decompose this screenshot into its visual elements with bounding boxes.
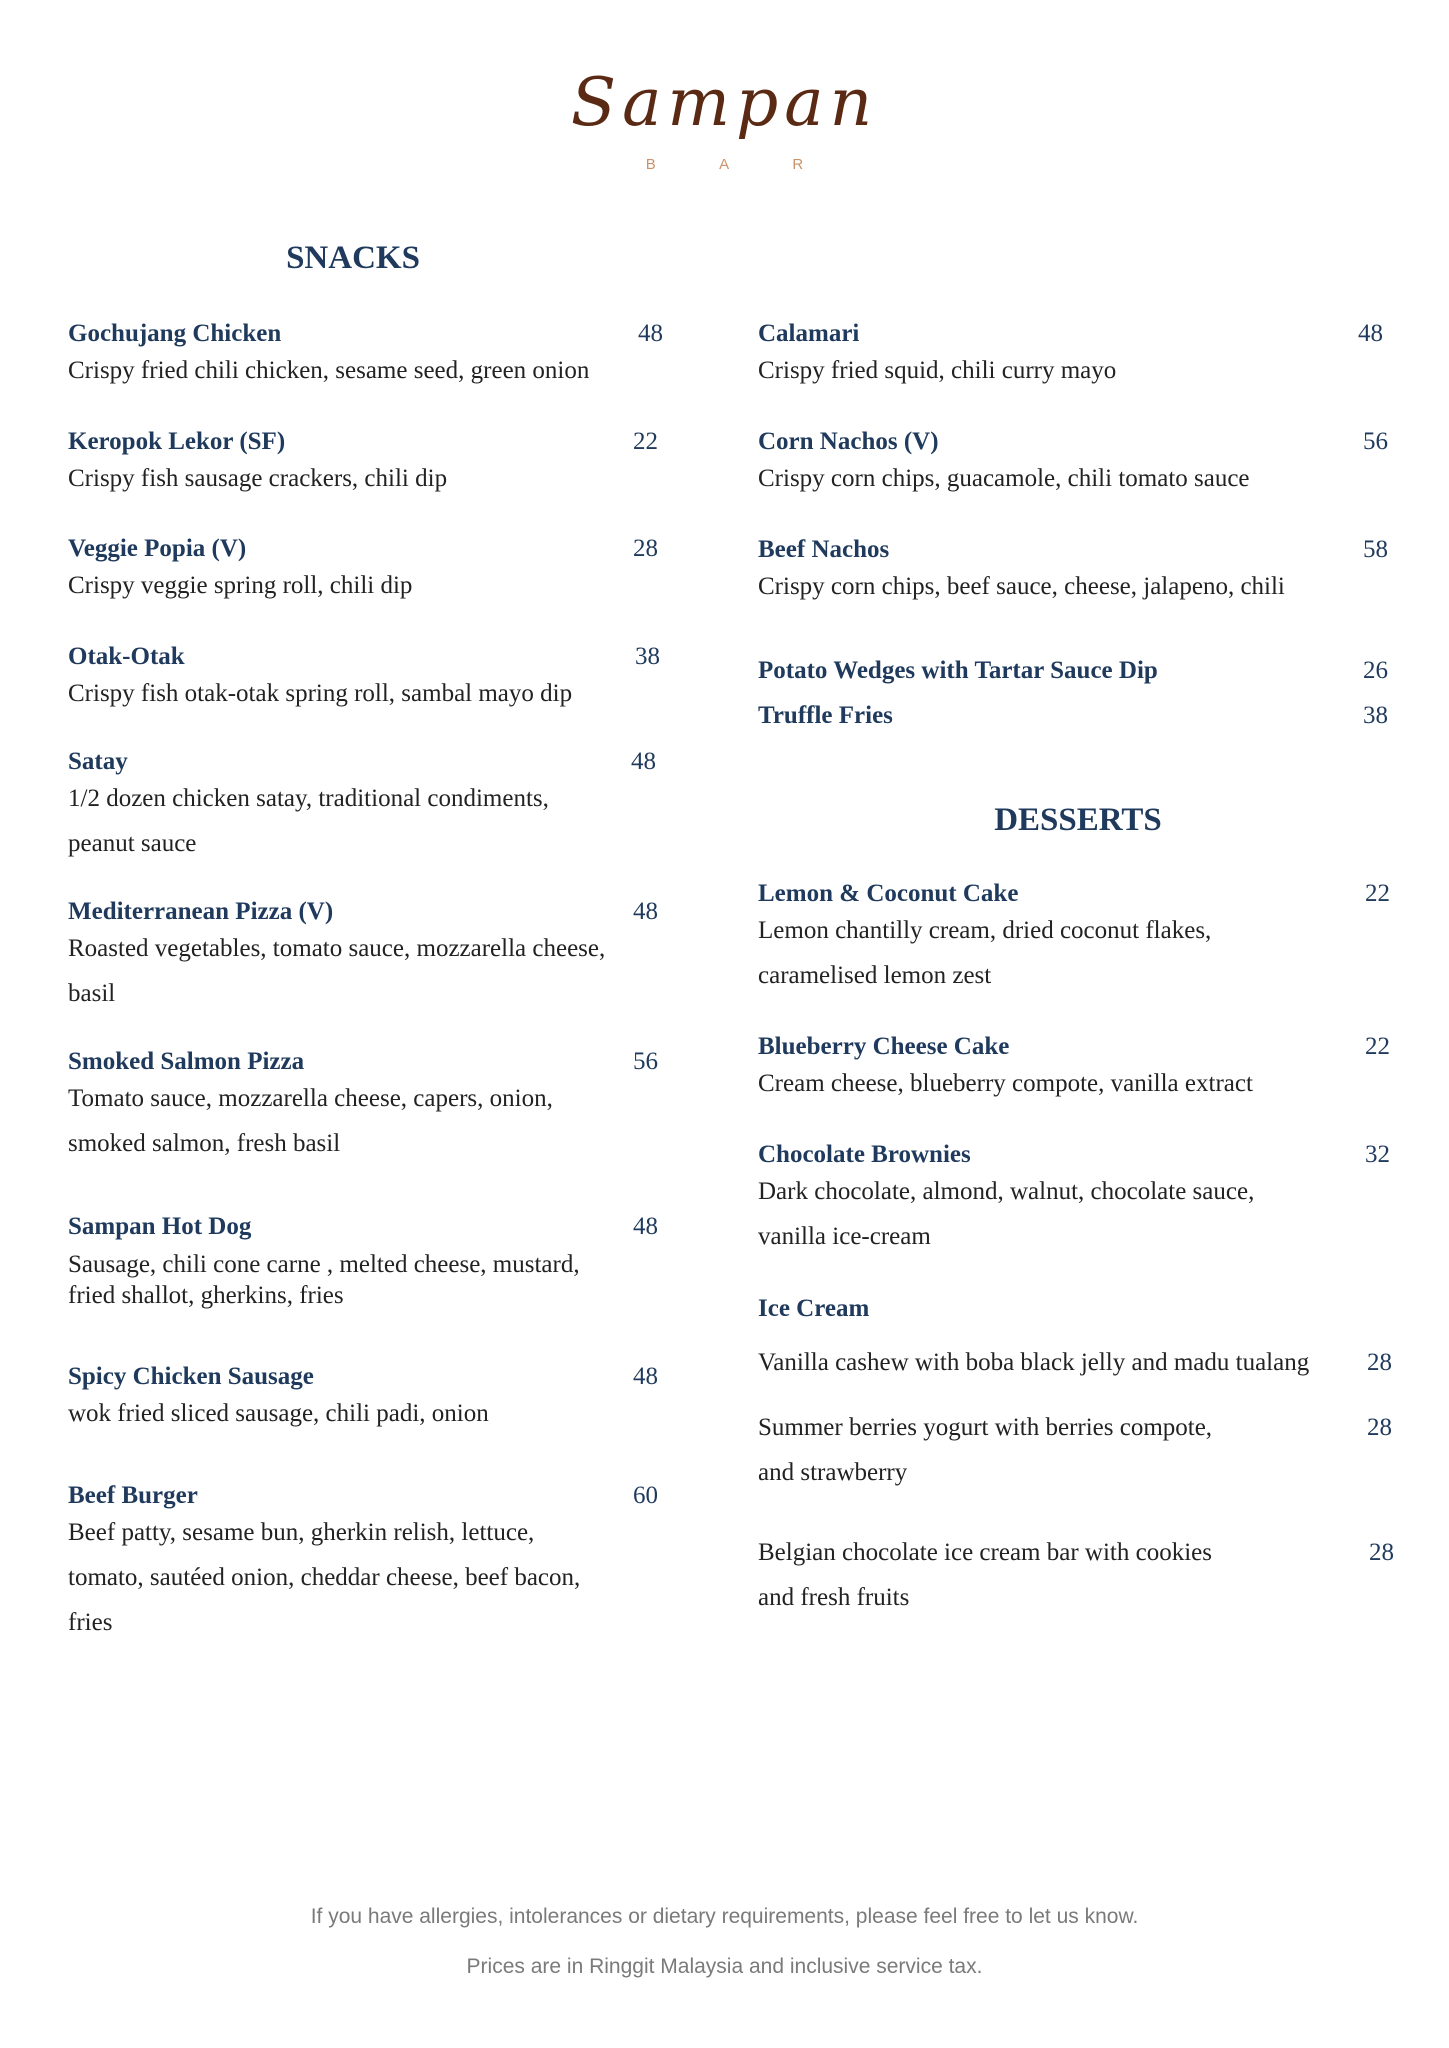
item-description: Crispy fried squid, chili curry mayo	[758, 357, 1117, 384]
item-description: caramelised lemon zest	[758, 962, 992, 989]
item-price: 58	[1363, 536, 1388, 563]
item-name: Ice Cream	[758, 1295, 870, 1322]
item-description: Lemon chantilly cream, dried coconut flakes,	[758, 917, 1212, 944]
item-description: 1/2 dozen chicken satay, traditional condiments,	[68, 785, 549, 812]
item-name: Potato Wedges with Tartar Sauce Dip	[758, 657, 1158, 684]
item-price: 48	[631, 748, 656, 775]
item-name: Veggie Popia (V)	[68, 535, 247, 562]
item-price: 26	[1363, 657, 1388, 684]
item-name: Chocolate Brownies	[758, 1141, 971, 1168]
item-price: 48	[633, 1213, 658, 1240]
menu-item	[758, 702, 1388, 730]
item-price: 48	[633, 1363, 658, 1390]
menu-item	[758, 880, 1390, 998]
menu-item	[758, 1141, 1390, 1259]
item-description: Roasted vegetables, tomato sauce, mozzarella cheese,	[68, 935, 606, 962]
ice-cream-option	[758, 1340, 1392, 1385]
menu-item	[68, 1363, 658, 1436]
item-description: and strawberry	[758, 1459, 908, 1486]
item-description: peanut sauce	[68, 830, 197, 857]
item-name: Blueberry Cheese Cake	[758, 1033, 1010, 1060]
item-description: Crispy fish sausage crackers, chili dip	[68, 465, 448, 492]
menu-item	[68, 428, 658, 501]
menu-item	[758, 320, 1383, 393]
item-name: Keropok Lekor (SF)	[68, 428, 286, 455]
item-description: Summer berries yogurt with berries compote,	[758, 1414, 1213, 1441]
pricing-note: Prices are in Ringgit Malaysia and inclusive service tax.	[466, 1955, 983, 1978]
item-price: 28	[633, 535, 658, 562]
item-price: 48	[638, 320, 663, 347]
item-name: Spicy Chicken Sausage	[68, 1363, 314, 1390]
menu-item	[758, 1295, 1390, 1323]
item-price: 48	[633, 898, 658, 925]
item-price: 22	[1365, 1033, 1390, 1060]
menu-item	[68, 535, 658, 608]
item-description: and fresh fruits	[758, 1584, 910, 1611]
item-price: 28	[1367, 1349, 1392, 1376]
item-name: Gochujang Chicken	[68, 320, 282, 347]
menu-item	[758, 1033, 1390, 1106]
item-price: 56	[1363, 428, 1388, 455]
item-description: Cream cheese, blueberry compote, vanilla extract	[758, 1070, 1253, 1097]
item-description: Sausage, chili cone carne , melted cheese, mustard,	[68, 1251, 580, 1278]
item-name: Calamari	[758, 320, 860, 347]
menu-item	[68, 643, 660, 716]
item-description: Crispy corn chips, guacamole, chili tomato sauce	[758, 465, 1250, 492]
ice-cream-option	[758, 1530, 1394, 1620]
item-price: 22	[1365, 880, 1390, 907]
item-name: Corn Nachos (V)	[758, 428, 939, 455]
item-description: tomato, sautéed onion, cheddar cheese, beef bacon,	[68, 1564, 581, 1591]
item-name: Truffle Fries	[758, 702, 893, 729]
brand-logo	[0, 64, 1449, 173]
allergy-note: If you have allergies, intolerances or dietary requirements, please feel free to let us know.	[310, 1905, 1139, 1928]
item-description: basil	[68, 980, 116, 1007]
item-name: Mediterranean Pizza (V)	[68, 898, 334, 925]
item-price: 28	[1369, 1539, 1394, 1566]
item-price: 28	[1367, 1414, 1392, 1441]
ice-cream-option	[758, 1405, 1392, 1495]
item-description: fried shallot, gherkins, fries	[68, 1282, 344, 1309]
item-price: 48	[1358, 320, 1383, 347]
item-name: Lemon & Coconut Cake	[758, 880, 1019, 907]
item-description: Crispy veggie spring roll, chili dip	[68, 572, 413, 599]
menu-item	[68, 1048, 658, 1166]
menu-item	[68, 1482, 658, 1645]
menu-item	[758, 657, 1388, 685]
item-name: Beef Nachos	[758, 536, 890, 563]
item-description: Beef patty, sesame bun, gherkin relish, lettuce,	[68, 1519, 535, 1546]
item-description: Crispy fish otak-otak spring roll, sambal mayo dip	[68, 680, 573, 707]
menu-item	[68, 1213, 658, 1311]
item-price: 32	[1365, 1141, 1390, 1168]
desserts-title: DESSERTS	[994, 802, 1162, 838]
item-description: Tomato sauce, mozzarella cheese, capers, onion,	[68, 1085, 553, 1112]
item-description: vanilla ice-cream	[758, 1223, 931, 1250]
item-description: Crispy fried chili chicken, sesame seed, green onion	[68, 357, 590, 384]
item-description: Belgian chocolate ice cream bar with cookies	[758, 1539, 1212, 1566]
menu-item	[758, 428, 1388, 501]
logo-wordmark: Sampan	[570, 64, 879, 141]
item-name: Smoked Salmon Pizza	[68, 1048, 305, 1075]
item-description: Crispy corn chips, beef sauce, cheese, jalapeno, chili	[758, 573, 1285, 600]
item-description: Dark chocolate, almond, walnut, chocolate sauce,	[758, 1178, 1255, 1205]
item-price: 60	[633, 1482, 658, 1509]
logo-subtitle: B A R	[645, 156, 834, 173]
item-description: fries	[68, 1609, 113, 1636]
item-price: 56	[633, 1048, 658, 1075]
item-description: wok fried sliced sausage, chili padi, onion	[68, 1400, 489, 1427]
snacks-title: SNACKS	[286, 240, 420, 276]
item-name: Otak-Otak	[68, 643, 185, 670]
item-description: Vanilla cashew with boba black jelly and madu tualang	[758, 1349, 1310, 1376]
menu-item	[68, 320, 663, 393]
item-price: 22	[633, 428, 658, 455]
item-name: Satay	[68, 748, 128, 775]
menu-item	[68, 898, 658, 1016]
item-name: Sampan Hot Dog	[68, 1213, 252, 1240]
menu-item	[68, 748, 656, 866]
item-price: 38	[1363, 702, 1388, 729]
menu-item	[758, 536, 1388, 609]
item-price: 38	[635, 643, 660, 670]
item-description: smoked salmon, fresh basil	[68, 1130, 341, 1157]
item-name: Beef Burger	[68, 1482, 198, 1509]
